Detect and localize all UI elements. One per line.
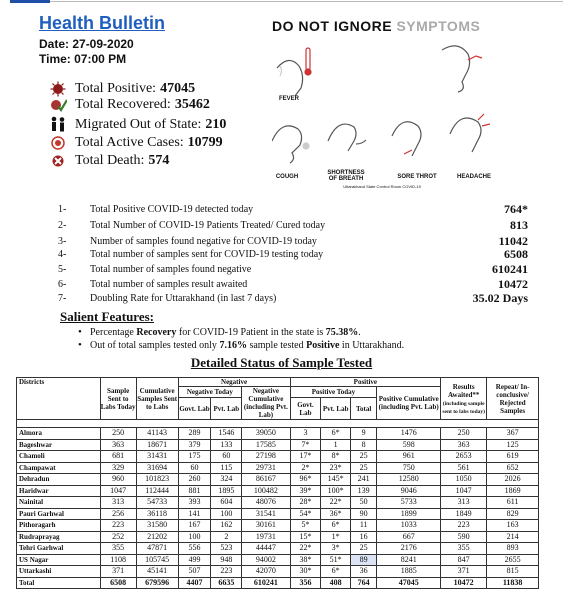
- summary-migrated: [46, 116, 226, 133]
- detailed-status-title: Detailed Status of Sample Tested: [190, 355, 373, 370]
- table-cell: 163: [487, 520, 539, 532]
- table-cell: 86167: [242, 474, 290, 486]
- table-cell: 36*: [321, 508, 351, 520]
- table-cell: 750: [377, 462, 441, 474]
- table-row: [17, 428, 539, 440]
- stats-list-item: 7- Doubling Rate for Uttarakhand (in last 7 days) 35.02 Days: [58, 291, 528, 305]
- table-cell: 363: [441, 439, 487, 451]
- table-cell: 252: [100, 531, 136, 543]
- symptoms-title: DO NOT IGNORE SYMPTOMS: [272, 18, 481, 34]
- district-name: Pauri Garhwal: [17, 508, 101, 520]
- col-positive: Positive: [290, 378, 441, 387]
- top-rule: [0, 0, 563, 4]
- table-cell: 250: [441, 428, 487, 440]
- table-row: [17, 474, 539, 486]
- table-row: [17, 485, 539, 497]
- virus-alert-icon: [46, 135, 70, 151]
- table-cell: 36: [351, 566, 377, 578]
- summary-value: 47045: [160, 80, 196, 96]
- table-cell: 847: [441, 554, 487, 566]
- table-row: [17, 508, 539, 520]
- table-cell: 38*: [290, 554, 321, 566]
- table-row: [17, 520, 539, 532]
- table-cell: 2*: [290, 462, 321, 474]
- col-pos-total: Total: [351, 398, 377, 420]
- symptom-shortness-of-breath: SHORTNESS OF BREATH: [327, 170, 365, 182]
- table-cell: 27198: [242, 451, 290, 463]
- table-cell: 556: [178, 543, 211, 555]
- table-cell: 2: [211, 531, 242, 543]
- table-cell: 100: [211, 508, 242, 520]
- table-cell: 679596: [136, 577, 178, 589]
- table-cell: 3: [290, 428, 321, 440]
- table-cell: 29731: [242, 462, 290, 474]
- stats-list-item: 2- Total Number of COVID-19 Patients Treated/ Cured today 813: [58, 218, 528, 232]
- district-name: Chamoli: [17, 451, 101, 463]
- table-cell: 94002: [242, 554, 290, 566]
- col-pos-govt-lab: Govt. Lab: [290, 398, 321, 420]
- people-icon: [46, 117, 70, 133]
- table-cell: 31541: [242, 508, 290, 520]
- table-cell: 371: [100, 566, 136, 578]
- salient-bullet-positive: • Out of total samples tested only 7.16% sample tested Positive in Uttarakhand.: [90, 339, 404, 352]
- table-cell: 51*: [321, 554, 351, 566]
- table-cell: 31431: [136, 451, 178, 463]
- table-row: [17, 497, 539, 509]
- table-cell: 60: [178, 462, 211, 474]
- table-cell: 367: [487, 428, 539, 440]
- table-cell: 893: [487, 543, 539, 555]
- table-cell: 60: [211, 451, 242, 463]
- table-cell: 54*: [290, 508, 321, 520]
- table-cell: 829: [487, 508, 539, 520]
- summary-value: 210: [205, 116, 227, 132]
- district-name: Almora: [17, 428, 101, 440]
- virus-cross-icon: [46, 153, 70, 169]
- summary-label: Total Recovered:: [75, 96, 171, 112]
- table-cell: 1885: [377, 566, 441, 578]
- table-row: [17, 531, 539, 543]
- col-positive-cumulative: Positive Cumulative (including Pvt. Lab): [377, 387, 441, 420]
- table-cell: 961: [377, 451, 441, 463]
- table-row: [17, 543, 539, 555]
- table-cell: 1: [321, 439, 351, 451]
- table-cell: 31694: [136, 462, 178, 474]
- table-cell: 667: [377, 531, 441, 543]
- table-cell: 90: [351, 508, 377, 520]
- table-cell: 15*: [290, 531, 321, 543]
- table-cell: 7*: [290, 439, 321, 451]
- col-negative: Negative: [178, 378, 290, 387]
- stats-list-item: 4- Total number of samples sent for COVID-19 testing today 6508: [58, 247, 528, 261]
- table-cell: 223: [441, 520, 487, 532]
- table-cell: 2653: [441, 451, 487, 463]
- summary-value: 35462: [174, 96, 210, 112]
- summary-label: Total Death:: [75, 152, 145, 168]
- table-cell: 23*: [321, 462, 351, 474]
- col-districts: Districts: [17, 378, 101, 420]
- col-neg-pvt-lab: Pvt. Lab: [211, 398, 242, 420]
- table-cell: 393: [178, 497, 211, 509]
- table-total-row: [17, 577, 539, 589]
- table-cell: 499: [178, 554, 211, 566]
- table-cell: 652: [487, 462, 539, 474]
- table-cell: 30*: [290, 566, 321, 578]
- table-cell: 598: [377, 439, 441, 451]
- table-cell: 9046: [377, 485, 441, 497]
- table-cell: 41143: [136, 428, 178, 440]
- table-cell: 4407: [178, 577, 211, 589]
- table-cell: 960: [100, 474, 136, 486]
- table-cell: 507: [178, 566, 211, 578]
- table-cell: 100: [178, 531, 211, 543]
- district-name: Rudraprayag: [17, 531, 101, 543]
- table-cell: 355: [100, 543, 136, 555]
- table-cell: 21202: [136, 531, 178, 543]
- table-cell: 5733: [377, 497, 441, 509]
- col-neg-govt-lab: Govt. Lab: [178, 398, 211, 420]
- summary-value: 574: [148, 152, 170, 168]
- table-cell: 356: [290, 577, 321, 589]
- table-cell: 145*: [321, 474, 351, 486]
- table-cell: 141: [178, 508, 211, 520]
- table-cell: 25: [351, 462, 377, 474]
- table-cell: 2026: [487, 474, 539, 486]
- table-cell: 764: [351, 577, 377, 589]
- table-cell: 36118: [136, 508, 178, 520]
- table-cell: 371: [441, 566, 487, 578]
- table-row: [17, 554, 539, 566]
- table-row: [17, 451, 539, 463]
- table-cell: 25: [351, 543, 377, 555]
- summary-label: Total Positive:: [75, 80, 157, 96]
- symptom-fever: FEVER: [278, 96, 299, 102]
- table-cell: 9: [351, 428, 377, 440]
- summary-label: Total Active Cases:: [75, 134, 184, 150]
- table-cell: 175: [178, 451, 211, 463]
- table-cell: 1*: [321, 531, 351, 543]
- table-cell: 6508: [100, 577, 136, 589]
- table-cell: 25: [351, 451, 377, 463]
- summary-total-positive: [46, 80, 195, 97]
- table-cell: 223: [100, 520, 136, 532]
- table-cell: 8: [351, 439, 377, 451]
- district-name: Uttarkashi: [17, 566, 101, 578]
- sample-status-table: [16, 377, 539, 589]
- table-cell: 1050: [441, 474, 487, 486]
- table-cell: 948: [211, 554, 242, 566]
- col-negative-cumulative: Negative Cumulative (including Pvt. Lab): [242, 387, 290, 420]
- table-cell: 6*: [321, 520, 351, 532]
- page-title: Health Bulletin: [39, 13, 166, 33]
- table-cell: 6*: [321, 566, 351, 578]
- table-cell: 12580: [377, 474, 441, 486]
- symptom-cough: COUGH: [275, 174, 299, 180]
- table-cell: 8241: [377, 554, 441, 566]
- table-cell: 19731: [242, 531, 290, 543]
- table-cell: 45141: [136, 566, 178, 578]
- table-cell: 379: [178, 439, 211, 451]
- table-cell: 881: [178, 485, 211, 497]
- district-name: Haridwar: [17, 485, 101, 497]
- table-cell: 313: [441, 497, 487, 509]
- table-cell: 3*: [321, 543, 351, 555]
- col-sent-today: Sample Sent to Labs Today: [100, 378, 136, 420]
- summary-total-death: [46, 152, 169, 169]
- table-cell: 115: [211, 462, 242, 474]
- table-cell: 1047: [100, 485, 136, 497]
- table-cell: 167: [178, 520, 211, 532]
- table-cell: 17585: [242, 439, 290, 451]
- symptom-headache: HEADACHE: [456, 174, 491, 180]
- salient-bullet-recovery: • Percentage Recovery for COVID-19 Patient in the state is 75.38%.: [90, 326, 361, 339]
- table-cell: 11: [351, 520, 377, 532]
- table-cell: 6635: [211, 577, 242, 589]
- table-cell: 313: [100, 497, 136, 509]
- table-cell: 47045: [377, 577, 441, 589]
- bulletin-date: Date: 27-09-2020: [39, 37, 134, 51]
- salient-features-title: Salient Features:: [60, 309, 154, 324]
- table-cell: 1849: [441, 508, 487, 520]
- table-cell: 11838: [487, 577, 539, 589]
- table-cell: 101823: [136, 474, 178, 486]
- col-positive-today: Positive Today: [290, 387, 377, 398]
- col-negative-today: Negative Today: [178, 387, 242, 398]
- table-cell: 47871: [136, 543, 178, 555]
- table-cell: 42070: [242, 566, 290, 578]
- table-cell: 162: [211, 520, 242, 532]
- table-cell: 610241: [242, 577, 290, 589]
- table-cell: 5*: [290, 520, 321, 532]
- bulletin-time: Time: 07:00 PM: [39, 52, 127, 66]
- table-cell: 2655: [487, 554, 539, 566]
- summary-total-recovered: [46, 96, 210, 113]
- district-name: Total: [17, 577, 101, 589]
- stats-list-item: 5- Total number of samples found negative 610241: [58, 262, 528, 276]
- table-row: [17, 439, 539, 451]
- table-cell: 100*: [321, 485, 351, 497]
- table-cell: 39*: [290, 485, 321, 497]
- table-spacer: [17, 420, 539, 428]
- table-cell: 50: [351, 497, 377, 509]
- table-cell: 125: [487, 439, 539, 451]
- table-cell: 48076: [242, 497, 290, 509]
- table-cell: 39050: [242, 428, 290, 440]
- table-cell: 22*: [321, 497, 351, 509]
- table-cell: 250: [100, 428, 136, 440]
- symptoms-illustration: [272, 36, 512, 186]
- table-cell: 96*: [290, 474, 321, 486]
- table-cell: 105745: [136, 554, 178, 566]
- table-cell: 1869: [487, 485, 539, 497]
- stats-list-item: 1- Total Positive COVID-19 detected today 764*: [58, 202, 528, 216]
- table-cell: 28*: [290, 497, 321, 509]
- table-cell: 16: [351, 531, 377, 543]
- symptoms-footer: Uttarakhand State Control Room COVID-19: [343, 184, 421, 189]
- table-cell: 523: [211, 543, 242, 555]
- table-cell: 681: [100, 451, 136, 463]
- stats-list-item: 3- Number of samples found negative for COVID-19 today 11042: [58, 234, 528, 248]
- table-row: [17, 462, 539, 474]
- district-name: Dehradun: [17, 474, 101, 486]
- table-cell: 17*: [290, 451, 321, 463]
- table-row: [17, 566, 539, 578]
- district-name: Pithoragarh: [17, 520, 101, 532]
- table-cell: 22*: [290, 543, 321, 555]
- district-name: Nainital: [17, 497, 101, 509]
- table-cell: 223: [211, 566, 242, 578]
- table-cell: 1546: [211, 428, 242, 440]
- table-cell: 1047: [441, 485, 487, 497]
- table-cell: 8*: [321, 451, 351, 463]
- table-cell: 1033: [377, 520, 441, 532]
- table-cell: 133: [211, 439, 242, 451]
- col-results-awaited: Results Awaited** (including sample sent to labs today): [441, 378, 487, 420]
- col-pos-pvt-lab: Pvt. Lab: [321, 398, 351, 420]
- symptom-sore-throat: SORE THROT: [397, 174, 437, 180]
- table-cell: 214: [487, 531, 539, 543]
- table-cell: 112444: [136, 485, 178, 497]
- col-repeat: Repeat/ In-conclusive/ Rejected Samples: [487, 378, 539, 420]
- district-name: Tehri Garhwal: [17, 543, 101, 555]
- district-name: Bageshwar: [17, 439, 101, 451]
- district-name: Champawat: [17, 462, 101, 474]
- table-cell: 604: [211, 497, 242, 509]
- summary-label: Migrated Out of State:: [75, 116, 202, 132]
- table-cell: 44447: [242, 543, 290, 555]
- table-cell: 54733: [136, 497, 178, 509]
- summary-value: 10799: [187, 134, 223, 150]
- table-cell: 100482: [242, 485, 290, 497]
- symptoms-panel: [272, 18, 512, 195]
- table-cell: 89: [351, 554, 377, 566]
- table-cell: 324: [211, 474, 242, 486]
- table-cell: 1476: [377, 428, 441, 440]
- table-cell: 611: [487, 497, 539, 509]
- col-cumulative-sent: Cumulative Samples Sent to Labs: [136, 378, 178, 420]
- table-cell: 2176: [377, 543, 441, 555]
- table-cell: 590: [441, 531, 487, 543]
- summary-active-cases: [46, 134, 223, 151]
- table-cell: 18671: [136, 439, 178, 451]
- table-cell: 329: [100, 462, 136, 474]
- table-cell: 30161: [242, 520, 290, 532]
- table-cell: 139: [351, 485, 377, 497]
- virus-icon: [46, 81, 70, 97]
- recovered-virus-icon: [46, 97, 70, 113]
- table-cell: 408: [321, 577, 351, 589]
- table-cell: 6*: [321, 428, 351, 440]
- table-cell: 241: [351, 474, 377, 486]
- table-cell: 619: [487, 451, 539, 463]
- stats-list-item: 6- Total number of samples result awaited 10472: [58, 277, 528, 291]
- table-cell: 1899: [377, 508, 441, 520]
- table-cell: 363: [100, 439, 136, 451]
- table-cell: 256: [100, 508, 136, 520]
- table-cell: 815: [487, 566, 539, 578]
- table-cell: 31580: [136, 520, 178, 532]
- table-cell: 561: [441, 462, 487, 474]
- table-cell: 260: [178, 474, 211, 486]
- table-cell: 10472: [441, 577, 487, 589]
- table-cell: 289: [178, 428, 211, 440]
- table-cell: 1895: [211, 485, 242, 497]
- district-name: US Nagar: [17, 554, 101, 566]
- table-cell: 355: [441, 543, 487, 555]
- table-cell: 1108: [100, 554, 136, 566]
